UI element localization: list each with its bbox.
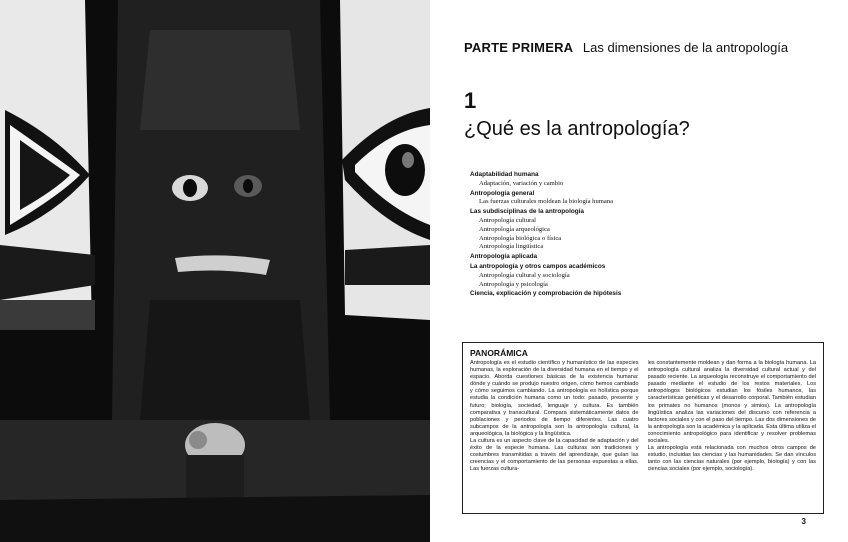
toc-heading: Ciencia, explicación y comprobación de hipótesis [470,290,622,298]
toc-subitem: Antropología y psicología [479,280,548,288]
panorama-column-right [648,360,817,474]
panorama-paragraph: La antropología está relacionada con muchos otros campos de estudio, incluidas las ciencias y las humanidades. Se dan vínculos tanto con las ciencias naturales (por ejemplo, biología) y con las ciencias sociales (por ejemplo, sociología). [647,445,816,473]
toc-subitem: Antropología cultural y sociología [479,271,570,279]
page-number: 3 [801,517,806,526]
toc-heading: Adaptabilidad humana [470,171,539,178]
panorama-title: PANORÁMICA [470,348,528,358]
chapter-number: 1 [464,88,477,113]
toc-subitem: Antropología lingüística [479,243,544,251]
toc-subitem: Antropología biológica o física [479,234,562,242]
panorama-paragraph: La cultura es un aspecto clave de la capacidad de adaptación y del éxito de la especie humana. Las culturas son tradiciones y costumbres transmitidas a través del aprendizaje, que guían las creencias y el comportamiento de las personas expuestas a ellas. Las fuerzas cultura- [470,438,639,473]
toc-heading: Antropología general [470,189,535,197]
chapter-outline [470,170,810,299]
toc-heading: Las subdisciplinas de la antropología [470,208,584,216]
part-title: Las dimensiones de la antropología [582,40,789,55]
toc-subitem: Antropología arqueológica [479,225,550,233]
part-label: PARTE PRIMERA [464,40,574,55]
chapter-title: ¿Qué es la antropología? [464,118,690,140]
panorama-paragraph: Antropología es el estudio científico y humanístico de las especies humanas, la exploración de la diversidad humana en el tiempo y el espacio. Aborda cuestiones básicas de la existencia humana: dónde y cuándo se produjo nuestro origen, cómo hemos cambiado y cómo seguimos cambiando. La antropología es holística porque estudia la condición humana como un todo: pasado, presente y futuro; biología, sociedad, lenguaje y cultura. Es también comparativa y transcultural. Compara sistemáticamente datos de poblaciones y periodos de tiempo diferentes. Las cuatro subcampos de la antropología son la antropología cultural, la arqueológica, la biológica y la lingüística. [470,360,639,437]
panorama-column-left [470,360,639,474]
toc-heading: Antropología aplicada [470,253,538,261]
toc-heading: La antropología y otros campos académicos [470,262,606,270]
toc-subitem: Las fuerzas culturales moldean la biología humana [479,198,614,206]
panorama-box [462,342,824,514]
panorama-columns [470,360,816,474]
toc-subitem: Adaptación, variación y cambio [479,179,564,187]
part-heading [464,40,788,55]
panorama-paragraph: les constantemente moldean y dan forma a la biología humana. La antropología cultural analiza la diversidad cultural actual y del pasado reciente. La arqueología reconstruye el comportamiento del pasado mediante el estudio de los restos materiales. Los antropólogos biológicos estudian los fósiles humanos, las características genéticas y el desarrollo corporal. También estudian los primates no humanos (monos y simios). La antropología lingüística analiza las variaciones del discurso con referencia a factores sociales y con el paso del tiempo. Las dos dimensiones de la antropología son la académica y la aplicada. Esta última utiliza el conocimiento antropológico para identificar y resolver problemas sociales. [647,360,816,445]
book-page [430,0,848,542]
toc-subitem: Antropología cultural [479,216,536,224]
